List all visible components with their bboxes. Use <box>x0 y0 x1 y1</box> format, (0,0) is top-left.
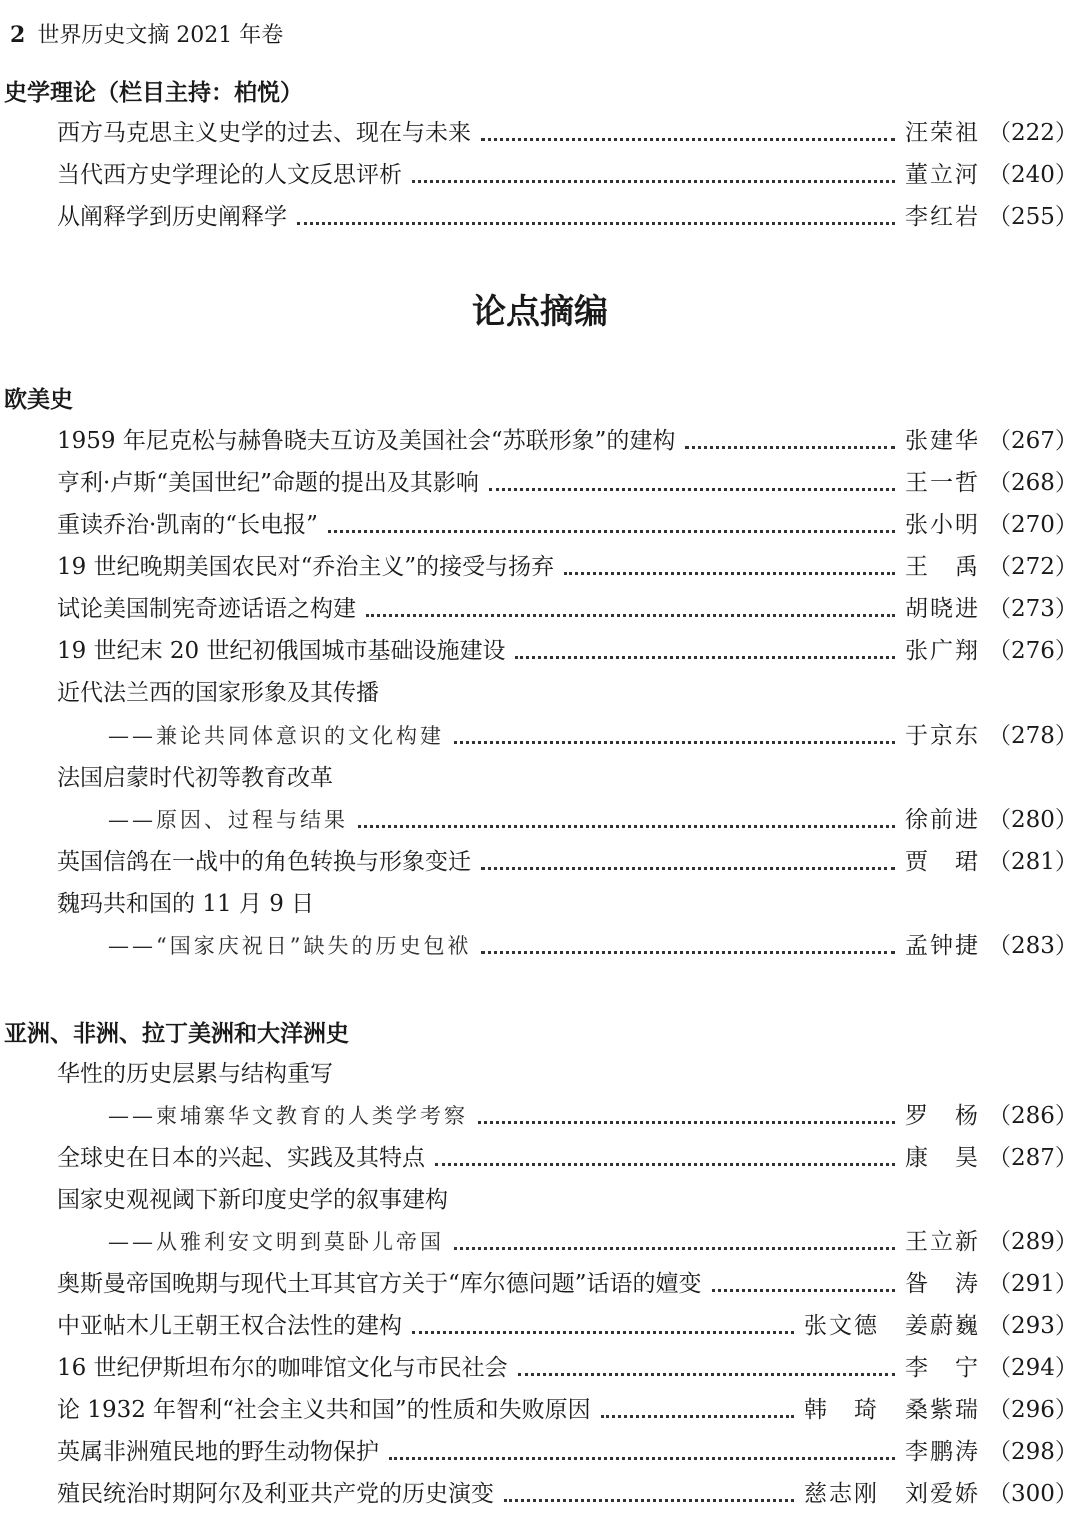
dot-leader <box>481 138 895 141</box>
entry-page: （270） <box>988 512 1078 538</box>
toc-entry[interactable] <box>57 1264 1078 1298</box>
entry-title: 英国信鸽在一战中的角色转换与形象变迁 <box>57 849 471 875</box>
dot-leader <box>712 1289 895 1292</box>
toc-entry[interactable] <box>57 1138 1078 1172</box>
toc-entry[interactable] <box>57 547 1078 581</box>
entry-page: （289） <box>988 1229 1078 1255</box>
entry-author: 张小明 <box>905 512 980 538</box>
entry-author: 董立河 <box>905 162 980 188</box>
entry-page: （255） <box>988 204 1078 230</box>
toc-entry[interactable] <box>57 1390 1078 1424</box>
entry-author: 昝 涛 <box>905 1271 980 1297</box>
toc-entry[interactable] <box>108 800 1078 834</box>
entry-title: 全球史在日本的兴起、实践及其特点 <box>57 1145 425 1171</box>
entry-page: （273） <box>988 596 1078 622</box>
entry-author: 李 宁 <box>905 1355 980 1381</box>
dot-leader <box>601 1415 794 1418</box>
entry-author: 李红岩 <box>905 204 980 230</box>
dot-leader <box>564 572 895 575</box>
toc-entry[interactable] <box>57 1306 1078 1340</box>
entry-title: 中亚帖木儿王朝王权合法性的建构 <box>57 1313 402 1339</box>
entry-author: 王 禹 <box>905 554 980 580</box>
entry-page: （280） <box>988 807 1078 833</box>
dot-leader <box>518 1373 895 1376</box>
entry-author: 罗 杨 <box>905 1103 980 1129</box>
entry-title: 奥斯曼帝国晚期与现代土耳其官方关于“库尔德问题”话语的嬗变 <box>57 1271 702 1297</box>
toc-entry[interactable] <box>57 1348 1078 1382</box>
entry-page: （281） <box>988 849 1078 875</box>
toc-entry[interactable] <box>57 1474 1078 1508</box>
dot-leader <box>489 488 895 491</box>
dot-leader <box>389 1457 895 1460</box>
entry-subtitle: ——兼论共同体意识的文化构建 <box>108 724 444 748</box>
entry-title: 英属非洲殖民地的野生动物保护 <box>57 1439 379 1465</box>
entry-page: （296） <box>988 1397 1078 1423</box>
dot-leader <box>297 222 895 225</box>
entry-author: 孟钟捷 <box>905 933 980 959</box>
entry-title: 当代西方史学理论的人文反思评析 <box>57 162 402 188</box>
entry-title: 试论美国制宪奇迹话语之构建 <box>57 596 356 622</box>
toc-entry[interactable] <box>57 197 1078 231</box>
toc-entry[interactable] <box>57 505 1078 539</box>
entry-author: 张建华 <box>905 428 980 454</box>
entry-page: （276） <box>988 638 1078 664</box>
entry-page: （278） <box>988 723 1078 749</box>
entry-author: 王立新 <box>905 1229 980 1255</box>
entry-page: （272） <box>988 554 1078 580</box>
entry-author: 张广翔 <box>905 638 980 664</box>
toc-entry[interactable] <box>108 926 1078 960</box>
entry-title: 重读乔治·凯南的“长电报” <box>57 512 318 538</box>
section-title-europe-america: 欧美史 <box>4 386 73 413</box>
dot-leader <box>481 951 895 954</box>
entry-title[interactable]: 法国启蒙时代初等教育改革 <box>57 765 333 791</box>
entry-author: 刘爱娇 <box>905 1481 980 1507</box>
toc-entry[interactable] <box>108 1096 1078 1130</box>
entry-author: 汪荣祖 <box>905 120 980 146</box>
dot-leader <box>454 1247 895 1250</box>
page-number: 2 <box>10 22 26 48</box>
entry-page: （298） <box>988 1439 1078 1465</box>
entry-title: 1959 年尼克松与赫鲁晓夫互访及美国社会“苏联形象”的建构 <box>57 428 676 454</box>
entry-title: 19 世纪晚期美国农民对“乔治主义”的接受与扬弃 <box>57 554 555 580</box>
entry-title: 亨利·卢斯“美国世纪”命题的提出及其影响 <box>57 470 479 496</box>
entry-author: 张文德 <box>804 1313 879 1339</box>
toc-entry[interactable] <box>57 842 1078 876</box>
toc-entry[interactable] <box>57 589 1078 623</box>
entry-title[interactable]: 近代法兰西的国家形象及其传播 <box>57 680 379 706</box>
dot-leader <box>504 1499 794 1502</box>
entry-title: 从阐释学到历史阐释学 <box>57 204 287 230</box>
toc-entry[interactable] <box>57 155 1078 189</box>
entry-author: 姜蔚巍 <box>905 1313 980 1339</box>
entry-page: （240） <box>988 162 1078 188</box>
entry-page: （291） <box>988 1271 1078 1297</box>
dot-leader <box>358 825 895 828</box>
toc-entry[interactable] <box>57 463 1078 497</box>
dot-leader <box>454 741 895 744</box>
section-title-theory: 史学理论（栏目主持：柏悦） <box>4 79 303 106</box>
dot-leader <box>412 180 895 183</box>
entry-title[interactable]: 华性的历史层累与结构重写 <box>57 1061 333 1087</box>
toc-entry[interactable] <box>57 113 1078 147</box>
entry-author: 康 昊 <box>905 1145 980 1171</box>
entry-title: 16 世纪伊斯坦布尔的咖啡馆文化与市民社会 <box>57 1355 508 1381</box>
entry-page: （287） <box>988 1145 1078 1171</box>
toc-entry[interactable] <box>57 631 1078 665</box>
part-title: 论点摘编 <box>472 292 608 332</box>
dot-leader <box>435 1163 895 1166</box>
entry-title: 西方马克思主义史学的过去、现在与未来 <box>57 120 471 146</box>
entry-title: 论 1932 年智利“社会主义共和国”的性质和失败原因 <box>57 1397 591 1423</box>
entry-author: 慈志刚 <box>804 1481 879 1507</box>
dot-leader <box>481 867 895 870</box>
entry-page: （300） <box>988 1481 1078 1507</box>
entry-subtitle: ——柬埔寨华文教育的人类学考察 <box>108 1104 468 1128</box>
entry-page: （286） <box>988 1103 1078 1129</box>
entry-page: （267） <box>988 428 1078 454</box>
entry-subtitle: ——“国家庆祝日”缺失的历史包袱 <box>108 934 472 958</box>
entry-page: （294） <box>988 1355 1078 1381</box>
entry-author: 王一哲 <box>905 470 980 496</box>
entry-page: （283） <box>988 933 1078 959</box>
dot-leader <box>328 530 895 533</box>
book-title: 世界历史文摘 2021 年卷 <box>37 23 284 48</box>
entry-title[interactable]: 国家史观视阈下新印度史学的叙事建构 <box>57 1187 448 1213</box>
entry-title: 殖民统治时期阿尔及利亚共产党的历史演变 <box>57 1481 494 1507</box>
entry-page: （222） <box>988 120 1078 146</box>
toc-entry[interactable] <box>108 1222 1078 1256</box>
entry-author: 胡晓进 <box>905 596 980 622</box>
entry-author: 韩 琦 <box>804 1397 879 1423</box>
toc-entry[interactable] <box>57 1432 1078 1466</box>
toc-entry[interactable] <box>57 421 1078 455</box>
dot-leader <box>478 1121 895 1124</box>
entry-author: 桑紫瑞 <box>905 1397 980 1423</box>
running-header <box>10 18 283 49</box>
entry-title: 19 世纪末 20 世纪初俄国城市基础设施建设 <box>57 638 506 664</box>
entry-subtitle: ——从雅利安文明到莫卧儿帝国 <box>108 1230 444 1254</box>
entry-page: （268） <box>988 470 1078 496</box>
section-title-asia-africa: 亚洲、非洲、拉丁美洲和大洋洲史 <box>4 1020 349 1047</box>
dot-leader <box>366 614 895 617</box>
entry-title[interactable]: 魏玛共和国的 11 月 9 日 <box>57 891 315 917</box>
entry-author: 于京东 <box>905 723 980 749</box>
entry-author: 李鹏涛 <box>905 1439 980 1465</box>
dot-leader <box>685 446 895 449</box>
toc-entry[interactable] <box>108 716 1078 750</box>
entry-author: 徐前进 <box>905 807 980 833</box>
entry-author: 贾 珺 <box>905 849 980 875</box>
entry-page: （293） <box>988 1313 1078 1339</box>
dot-leader <box>412 1331 794 1334</box>
entry-subtitle: ——原因、过程与结果 <box>108 808 348 832</box>
dot-leader <box>515 656 895 659</box>
